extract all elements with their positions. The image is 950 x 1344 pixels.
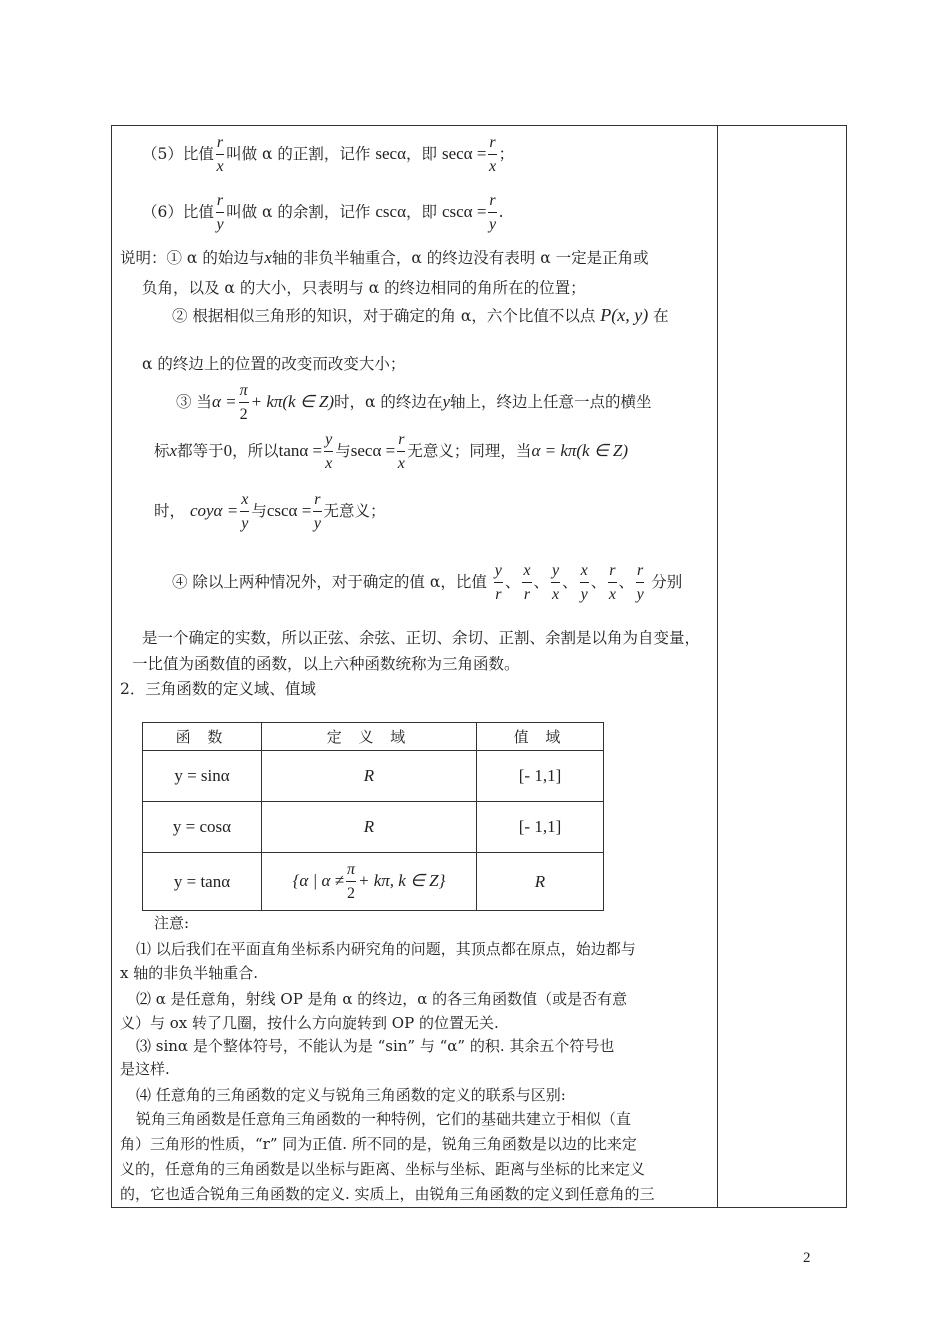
domain-set-end: + kπ, k ∈ Z} <box>358 870 446 890</box>
note-text: 轴的非负半轴重合，α 的终边没有表明 α 一定是正角或 <box>271 249 649 267</box>
notice-p1a: ⑴ 以后我们在平面直角坐标系内研究角的问题，其顶点都在原点，始边都与 <box>136 940 636 958</box>
denominator: y <box>580 586 588 603</box>
notice-p2a: ⑵ α 是任意角，射线 OP 是角 α 的终边，α 的各三角函数值（或是否有意 <box>136 990 628 1008</box>
fraction-r-over-y-3 <box>313 492 321 532</box>
notice-p5b: 角）三角形的性质，“r” 同为正值. 所不同的是，锐角三角函数是以边的比来定 <box>120 1135 637 1153</box>
numerator: r <box>313 492 321 512</box>
item-sec <box>142 135 514 175</box>
cell-func: y = tanα <box>143 853 262 911</box>
denominator: y <box>636 586 644 603</box>
notice-title: 注意: <box>154 914 190 932</box>
cell-domain <box>262 853 477 911</box>
point-p: P(x, y) <box>600 305 649 325</box>
denominator: x <box>552 586 560 603</box>
item-csc-ji: ，即 <box>406 203 438 221</box>
denominator: 2 <box>347 884 355 902</box>
numerator: π <box>239 383 249 403</box>
numerator: r <box>608 563 616 583</box>
notice-p2b: 义）与 ox 转了几圈，按什么方向旋转到 OP 的位置无关. <box>120 1014 499 1032</box>
fraction-r-over-y-2 <box>488 193 496 233</box>
fraction-x-over-y <box>240 492 249 532</box>
notice-p3b: 是这样. <box>120 1060 170 1078</box>
ratio-fraction <box>494 563 503 603</box>
denominator: x <box>608 586 616 603</box>
denominator: r <box>523 586 531 603</box>
note-line-5 <box>176 383 652 423</box>
note-text: 说明：① α 的始边与 <box>120 249 265 267</box>
math-alpha-eq: α = <box>211 392 237 411</box>
note-line-3 <box>172 304 669 326</box>
item-sec-prefix: （5）比值 <box>142 145 214 163</box>
note-line-4: α 的终边上的位置的改变而改变大小； <box>142 355 406 373</box>
note-text: ④ 除以上两种情况外，对于确定的值 α，比值 <box>172 573 487 591</box>
ratio-fraction <box>551 563 560 603</box>
ratio-list <box>492 562 646 603</box>
notice-p5d: 的，它也适合锐角三角函数的定义. 实质上，由锐角三角函数的定义到任意角的三 <box>120 1185 655 1203</box>
denominator: x <box>397 455 405 472</box>
note-text: ，所以 <box>232 442 279 460</box>
numerator: r <box>488 193 496 213</box>
numerator: r <box>488 135 496 155</box>
note-line-8 <box>172 563 682 603</box>
note-line-7 <box>154 492 386 532</box>
denominator: x <box>325 455 333 472</box>
csc-equation-lhs: cscα = <box>441 202 487 221</box>
csc-eq: cscα = <box>266 501 312 520</box>
denominator: y <box>313 515 321 532</box>
fraction-r-over-x-3 <box>397 432 405 472</box>
domain-set-start: {α | α ≠ <box>292 870 344 890</box>
note-text: 无意义； <box>323 502 386 520</box>
numerator: r <box>397 432 405 452</box>
notice-p5c: 义的，任意角的三角函数是以坐标与距离、坐标与坐标、距离与坐标的比来定义 <box>120 1160 646 1178</box>
note-line-2: 负角，以及 α 的大小，只表明与 α 的终边相同的角所在的位置； <box>142 279 586 297</box>
fraction-y-over-x <box>324 432 333 472</box>
note-line-6 <box>154 432 628 472</box>
table-row <box>143 751 604 802</box>
cell-func: y = cosα <box>143 802 262 853</box>
numerator: r <box>216 135 224 155</box>
note-text: 无意义；同理，当 <box>407 442 532 460</box>
cell-func: y = sinα <box>143 751 262 802</box>
table-row <box>143 802 604 853</box>
item-csc-prefix: （6）比值 <box>142 203 214 221</box>
note-text: 时， <box>154 502 186 520</box>
note-text: 标 <box>154 442 170 460</box>
ratio-fraction <box>522 563 531 603</box>
denominator: y <box>488 216 497 233</box>
section-2-title: 2．三角函数的定义域、值域 <box>120 680 316 698</box>
item-sec-ji: ，即 <box>406 145 438 163</box>
denominator: y <box>216 216 224 233</box>
numerator: x <box>240 492 249 512</box>
sec-equation-lhs: secα = <box>441 144 487 163</box>
numerator: x <box>580 563 589 583</box>
numerator: y <box>494 563 503 583</box>
table-row <box>143 853 604 911</box>
sec-eq: secα = <box>350 441 396 460</box>
var-x: x <box>264 248 272 267</box>
fraction-r-over-y <box>216 193 224 233</box>
note-text: 轴上，终边上任意一点的横坐 <box>449 393 652 411</box>
item-sec-text: 叫做 α 的正割，记作 <box>226 145 371 163</box>
tan-eq: tanα = <box>278 441 323 460</box>
zero: 0 <box>223 441 233 460</box>
item-sec-end: ； <box>498 145 515 163</box>
numerator: x <box>522 563 531 583</box>
fraction-r-over-x <box>216 135 224 175</box>
denominator: 2 <box>239 406 248 423</box>
ratio-fraction <box>580 563 589 603</box>
ratio-fraction <box>608 563 616 603</box>
fraction-r-over-x-2 <box>488 135 496 175</box>
denominator: x <box>488 158 497 175</box>
fraction-pi-over-2 <box>239 383 249 423</box>
note-text: 与 <box>335 442 351 460</box>
denominator: r <box>495 586 502 603</box>
csc-symbol: cscα <box>375 202 406 221</box>
note-line-1 <box>120 246 649 268</box>
var-y: y <box>442 392 450 411</box>
column-divider <box>717 125 718 1208</box>
ratio-separator: 、 <box>590 573 607 591</box>
note-line-9: 是一个确定的实数，所以正弦、余弦、正切、余切、正割、余割是以角为自变量， <box>142 629 701 647</box>
math-alpha-kpi: α = kπ(k ∈ Z) <box>531 441 629 460</box>
table-header-row <box>143 723 604 751</box>
notice-p4: ⑷ 任意角的三角函数的定义与锐角三角函数的定义的联系与区别: <box>136 1086 566 1104</box>
coy-eq: coyα = <box>189 501 239 520</box>
ratio-separator: 、 <box>618 573 635 591</box>
math-k-pi: + kπ(k ∈ Z) <box>250 392 335 411</box>
ratio-separator: 、 <box>562 573 578 591</box>
note-text: ② 根据相似三角形的知识，对于确定的角 α，六个比值不以点 <box>172 307 596 325</box>
sec-symbol: secα <box>375 144 406 163</box>
fraction-pi-over-2 <box>346 862 356 902</box>
note-line-10: 一比值为函数值的函数，以上六种函数统称为三角函数。 <box>132 655 520 673</box>
numerator: r <box>636 563 644 583</box>
ratio-fraction <box>636 563 644 603</box>
numerator: y <box>324 432 333 452</box>
cell-range: [- 1,1] <box>477 751 604 802</box>
cell-domain: R <box>262 751 477 802</box>
denominator: y <box>241 515 249 532</box>
note-text: 在 <box>653 307 669 325</box>
numerator: π <box>346 862 356 882</box>
note-text: 都等于 <box>177 442 224 460</box>
notice-p3a: ⑶ sinα 是个整体符号，不能认为是 “sin” 与 “α” 的积. 其余五个符号也 <box>136 1037 615 1055</box>
denominator: x <box>216 158 224 175</box>
var-x: x <box>169 441 178 460</box>
header-domain: 定 义 域 <box>262 723 477 751</box>
header-function: 函 数 <box>143 723 262 751</box>
item-csc-end: . <box>498 203 504 221</box>
cell-range: [- 1,1] <box>477 802 604 853</box>
note-text: 与 <box>251 502 267 520</box>
note-text: 分别 <box>651 573 683 591</box>
note-text: 时，α 的终边在 <box>334 393 443 411</box>
ratio-separator: 、 <box>533 573 550 591</box>
cell-range: R <box>477 853 604 911</box>
domain-range-table <box>142 722 604 911</box>
notice-p5a: 锐角三角函数是任意角三角函数的一种特例，它们的基础共建立于相似（直 <box>136 1110 632 1128</box>
numerator: r <box>216 193 224 213</box>
page-number: 2 <box>803 1250 811 1266</box>
header-range: 值 域 <box>477 723 604 751</box>
item-csc-text: 叫做 α 的余割，记作 <box>226 203 371 221</box>
item-csc <box>142 193 504 233</box>
note-text: ③ 当 <box>176 393 212 411</box>
cell-domain: R <box>262 802 477 853</box>
notice-p1b: x 轴的非负半轴重合. <box>120 964 258 982</box>
numerator: y <box>551 563 560 583</box>
ratio-separator: 、 <box>504 573 521 591</box>
